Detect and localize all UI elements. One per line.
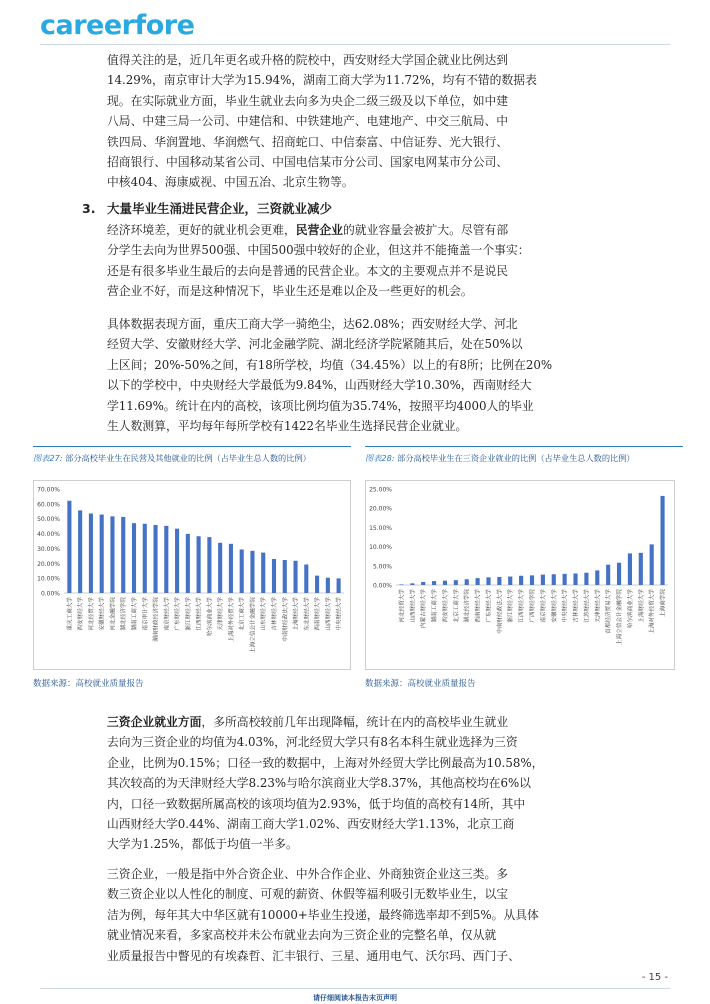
text-line: 内，口径一致数据所属高校的该项均值为2.93%，低于均值的高校有14所，其中 [107,796,526,811]
chart-28-svg [366,481,674,669]
x-tick-label: 内蒙古财经大学 [421,589,428,629]
bar [519,576,523,585]
text-line: 八局、中建三局一公司、中建信和、中铁建地产、电建地产、中交三航局、中 [107,114,509,129]
x-tick-label: 中南财经政法大学 [497,589,504,634]
x-tick-label: 上海财经大学 [638,589,645,623]
figure-28-rule [365,446,683,447]
text-line: 营企业不好，而是这种情况下，毕业生还是难以企及一些更好的机会。 [107,284,473,299]
para2-rest: 的就业容量会被扩大。尽管有部 [342,223,509,237]
y-tick-label: 25.00% [369,486,392,494]
y-tick-label: 20.00% [369,505,392,513]
footer-disclaimer: 请仔细阅读本报告末页声明 [313,993,397,1002]
bar [595,570,599,585]
y-tick-label: 5.00% [372,563,392,571]
bar [78,510,82,593]
x-tick-label: 安徽财经大学 [99,597,106,631]
x-tick-label: 广西财经学院 [530,589,536,623]
bar [530,575,534,585]
text-line: 经贸大学、安徽财经大学、河北金融学院、湖北经济学院紧随其后，处在50%以 [107,337,523,352]
y-tick-label: 40.00% [37,531,60,539]
x-tick-label: 湖北经济学院 [464,589,471,623]
bar [660,496,664,585]
bar [399,584,403,585]
text-line: 以下的学校中，中央财经大学最低为9.84%，山西财经大学10.30%，西南财经大 [107,378,532,393]
figure-27-caption: 部分高校毕业生在民营及其他就业的比例（占毕业生总人数的比例） [65,453,311,463]
bar [639,553,643,585]
para2-bold: 民营企业 [295,223,343,237]
y-tick-label: 15.00% [369,524,392,532]
x-tick-label: 吉林财经大学 [272,597,278,631]
text-line: 学11.69%。统计在内的高校，该项比例均值为35.74%，按照平均4000人的毕业 [107,398,534,413]
x-tick-label: 江西财经大学 [196,597,203,631]
figure-27-rule [33,446,351,447]
text-line: 中核404、海康威视、中国五冶、北京生物等。 [107,175,354,190]
bar [164,526,168,593]
bar [272,559,276,593]
bar [617,563,621,585]
bar [650,544,654,585]
x-tick-label: 重庆工商大学 [67,597,74,631]
x-tick-label: 吉林财经大学 [573,589,580,623]
bar [89,514,93,593]
figure-28-label: 图表28: [365,453,395,463]
bar [261,553,265,593]
text-line: 业质量报告中瞥见的有埃森哲、汇丰银行、三星、通用电气、沃尔玛、西门子、 [107,948,520,963]
figure-27-source: 数据来源：高校就业质量报告 [33,679,144,689]
bar [186,534,190,593]
x-tick-label: 山西财经大学 [410,589,417,623]
text-line: 招商银行、中国移动某省公司、中国电信某市分公司、国家电网某市分公司、 [107,155,509,170]
x-tick-label: 中南财经政法大学 [282,597,289,642]
x-tick-label: 中央财经大学 [562,589,569,623]
bar [497,577,501,585]
x-tick-label: 哈尔滨商业大学 [207,597,214,637]
x-tick-label: 哈尔滨商业大学 [627,589,634,629]
x-tick-label: 湖南工商大学 [432,589,439,623]
para4-lead: 三资企业就业方面 [107,715,202,729]
text-line: 其次较高的为天津财经大学8.23%与哈尔滨商业大学8.37%，其他高校均在6%以 [107,776,531,791]
x-tick-label: 湖南财政经济学院 [153,597,160,642]
text-line: 生人数测算，平均每年每所学校有1422名毕业生选择民营企业就业。 [107,419,468,434]
bar [250,551,254,593]
x-tick-label: 湖南工商大学 [132,597,138,631]
bar [218,543,222,593]
bar [175,529,179,593]
y-tick-label: 20.00% [37,560,60,568]
figure-27-label: 图表27: [33,453,63,463]
paragraph-private-data [107,314,552,436]
bar [465,579,469,585]
text-line: 洁为例，每年其大中华区就有10000+毕业生投递，最终筛选率却不到5%。从具体 [107,907,539,922]
x-tick-label: 北京工商大学 [453,589,460,623]
text-line: 现。在实际就业方面，毕业生就业去向多为央企二级三级及以下单位，如中建 [107,93,509,108]
bar [153,525,157,593]
bar [283,560,287,593]
x-tick-label: 上海财经大学 [293,597,300,631]
y-tick-label: 30.00% [37,545,60,553]
x-tick-label: 河北经贸大学 [399,589,406,623]
y-tick-label: 60.00% [37,501,60,509]
text-line: 大学为1.25%，都低于均值一半多。 [107,837,298,852]
figure-28-title [365,453,635,464]
chart-27-svg [34,481,350,669]
x-tick-label: 首都经济贸易大学 [606,589,613,634]
text-line: 就业情况来看，多家高校并未公布就业去向为三资企业的完整名单，仅从就 [107,928,497,943]
x-tick-label: 广东财经大学 [175,597,182,631]
figure-27-title [33,453,311,464]
header-divider [40,44,670,45]
bar [100,515,104,593]
x-tick-label: 中央财经大学 [336,597,343,631]
section-title: 大量毕业生涌进民营企业，三资就业减少 [107,201,333,216]
bar [326,578,330,593]
text-line: 数三资企业以人性化的制度、可观的薪资、休假等福利吸引无数毕业生，以宝 [107,887,509,902]
x-tick-label: 河北金融学院 [110,597,117,631]
bar [552,574,556,585]
bar [410,583,414,585]
section-heading [82,199,332,217]
x-tick-label: 天津财经大学 [595,589,602,623]
footer-divider [40,988,670,989]
bar [508,577,512,585]
y-tick-label: 0.00% [40,590,60,598]
text-line: 企业，比例为0.15%；口径一致的数据中，上海对外经贸大学比例最高为10.58%， [107,755,544,770]
x-tick-label: 河北经贸大学 [88,597,95,631]
x-tick-label: 天津财经大学 [218,597,225,631]
x-tick-label: 上海商学院 [660,589,667,617]
x-tick-label: 上海立信会计金融学院 [250,597,257,653]
bar [197,536,201,593]
figure-28-source: 数据来源：高校就业质量报告 [365,679,476,689]
y-tick-label: 70.00% [37,486,60,494]
bar [207,537,211,593]
x-tick-label: 浙江财经大学 [185,597,192,631]
brand-logo: careerfore [40,10,195,41]
bar [143,524,147,593]
text-line: 上区间；20%-50%之间，有18所学校，均值（34.45%）以上的有8所；比例在20% [107,357,553,372]
x-tick-label: 安徽财经大学 [551,589,558,623]
text-line: 分学生去向为世界500强、中国500强中较好的企业，但这并不能掩盖一个事实： [107,243,530,258]
bar [432,581,436,585]
bar [476,578,480,585]
page-number: - 15 - [641,972,668,983]
bar [628,553,632,585]
x-tick-label: 西安财经大学 [78,597,85,631]
paragraph-private-intro [107,220,552,302]
text-line: 14.29%，南京审计大学为15.94%，湖南工商大学为11.72%，均有不错的数据表 [107,73,537,88]
y-tick-label: 10.00% [37,575,60,583]
x-tick-label: 江苏财经大学 [584,589,591,623]
text-line: 铁四局、华润置地、华润燃气、招商蛇口、中信泰富、中信证券、光大银行、 [107,134,509,149]
text-line: 山西财经大学0.44%、湖南工商大学1.02%、西安财经大学1.13%，北京工商 [107,817,515,832]
x-tick-label: 浙江财经大学 [508,589,515,623]
x-tick-label: 山西财经大学 [325,597,332,631]
y-tick-label: 50.00% [37,516,60,524]
bar [584,573,588,585]
paragraph-foreign-detail [107,864,552,966]
bar [240,549,244,593]
x-tick-label: 山东财经大学 [261,597,268,631]
x-tick-label: 湖北经济学院 [121,597,128,631]
para2-lead: 经济环境差，更好的就业机会更难， [107,223,296,237]
bar [606,565,610,585]
bar [315,576,319,593]
bar [443,581,447,585]
paragraph-state-owned [107,50,552,193]
x-tick-label: 北京工商大学 [239,597,246,631]
x-tick-label: 上海对外经贸大学 [649,589,656,634]
x-tick-label: 西南财经大学 [315,597,322,631]
section-number: 3. [82,201,96,216]
bar [121,517,125,593]
bar [421,582,425,585]
x-tick-label: 上海对外经贸大学 [228,597,235,642]
bar [110,516,114,593]
x-tick-label: 江西财经大学 [519,589,526,623]
y-tick-label: 10.00% [369,544,392,552]
bar [454,580,458,585]
x-tick-label: 上海立信会计金融学院 [617,589,624,645]
bar [573,573,577,585]
x-tick-label: 广东财经大学 [486,589,493,623]
para4-first: ，多所高校较前几年出现降幅，统计在内的高校毕业生就业 [201,715,509,729]
x-tick-label: 西南财经大学 [475,589,482,623]
text-line: 值得关注的是，近几年更名或升格的院校中，西安财经大学国企就业比例达到 [107,53,509,67]
figure-28-caption: 部分高校毕业生在三资企业就业的比例（占毕业生总人数的比例） [397,453,635,463]
bar [486,577,490,585]
x-tick-label: 南京财经大学 [540,589,547,623]
chart-28 [365,480,675,670]
bar [337,578,341,593]
bar [132,523,136,593]
y-tick-label: 0.00% [372,582,392,590]
x-tick-label: 南京财经大学 [164,597,171,631]
paragraph-foreign [107,712,552,855]
x-tick-label: 南京审计大学 [142,597,149,631]
x-tick-label: 西安财经大学 [442,589,449,623]
bar [304,564,308,593]
bar [229,544,233,593]
text-line: 具体数据表现方面，重庆工商大学一骑绝尘，达62.08%；西安财经大学、河北 [107,317,518,331]
chart-27 [33,480,351,670]
bar [67,501,71,593]
text-line: 还是有很多毕业生最后的去向是普通的民营企业。本文的主要观点并不是说民 [107,263,509,278]
bar [563,574,567,585]
bar [541,575,545,585]
bar [293,561,297,593]
x-tick-label: 东北财经大学 [304,597,311,631]
text-line: 去向为三资企业的均值为4.03%，河北经贸大学只有8名本科生就业选择为三资 [107,735,518,750]
text-line: 三资企业，一般是指中外合资企业、中外合作企业、外商独资企业这三类。多 [107,867,509,881]
